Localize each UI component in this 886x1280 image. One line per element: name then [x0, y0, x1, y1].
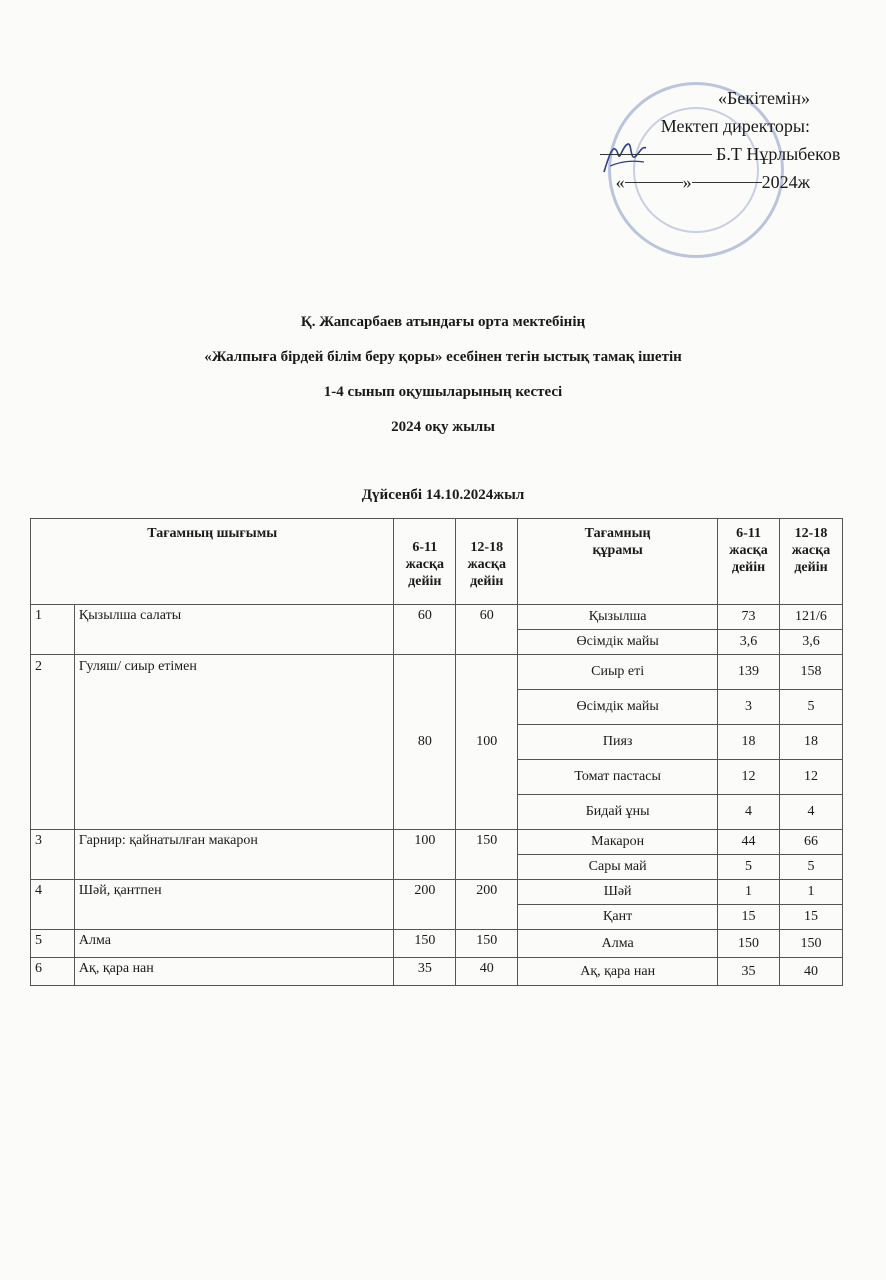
ingredient-6-11: 150: [718, 930, 780, 958]
signature-line: [600, 153, 712, 155]
heading-fund: «Жалпыға бірдей білім беру қоры» есебінен тегін ыстық тамақ ішетін: [204, 349, 682, 365]
ingredient-6-11: 3,6: [718, 630, 780, 655]
dish-yield-6-11: 150: [394, 930, 456, 958]
approval-block: [600, 84, 841, 196]
table-row: [31, 830, 843, 855]
ingredient-name: Қант: [518, 905, 718, 930]
approval-name-line: [600, 140, 841, 168]
dish-number: 6: [31, 958, 75, 986]
header-age1: 6-11 жасқа дейін: [394, 519, 456, 605]
ingredient-name: Сиыр еті: [518, 655, 718, 690]
dish-yield-6-11: 35: [394, 958, 456, 986]
header-age2b: 12-18 жасқа дейін: [779, 519, 842, 605]
ingredient-12-18: 18: [779, 725, 842, 760]
ingredient-12-18: 12: [779, 760, 842, 795]
dish-yield-6-11: 60: [394, 605, 456, 655]
table-row: [31, 930, 843, 958]
table-row: [31, 605, 843, 630]
ingredient-12-18: 1: [779, 880, 842, 905]
header-age1b: 6-11 жасқа дейін: [718, 519, 780, 605]
ingredient-6-11: 44: [718, 830, 780, 855]
ingredient-12-18: 121/6: [779, 605, 842, 630]
dish-yield-12-18: 40: [456, 958, 518, 986]
heading-classes: 1-4 сынып оқушыларының кестесі: [323, 384, 563, 400]
table-row: [31, 655, 843, 690]
dish-yield-12-18: 150: [456, 930, 518, 958]
table-row: [31, 958, 843, 986]
ingredient-12-18: 4: [779, 795, 842, 830]
ingredient-name: Бидай ұны: [518, 795, 718, 830]
dish-name: Қызылша салаты: [74, 605, 393, 655]
ingredient-12-18: 66: [779, 830, 842, 855]
dish-name: Алма: [74, 930, 393, 958]
ingredient-12-18: 5: [779, 690, 842, 725]
ingredient-12-18: 150: [779, 930, 842, 958]
ingredient-name: Пияз: [518, 725, 718, 760]
ingredient-name: Шәй: [518, 880, 718, 905]
ingredient-6-11: 3: [718, 690, 780, 725]
heading-school: Қ. Жапсарбаев атындағы орта мектебінің: [300, 314, 586, 330]
dish-yield-12-18: 200: [456, 880, 518, 930]
ingredient-name: Макарон: [518, 830, 718, 855]
dish-yield-6-11: 100: [394, 830, 456, 880]
ingredient-6-11: 4: [718, 795, 780, 830]
dish-yield-6-11: 80: [394, 655, 456, 830]
ingredient-name: Алма: [518, 930, 718, 958]
ingredient-name: Қызылша: [518, 605, 718, 630]
dish-name: Шәй, қантпен: [74, 880, 393, 930]
ingredient-6-11: 35: [718, 958, 780, 986]
dish-name: Гуляш/ сиыр етімен: [74, 655, 393, 830]
ingredient-6-11: 1: [718, 880, 780, 905]
ingredient-12-18: 5: [779, 855, 842, 880]
heading-day: Дүйсенбі 14.10.2024жыл: [361, 487, 525, 503]
header-age2: 12-18 жасқа дейін: [456, 519, 518, 605]
director-name: Б.Т Нұрлыбеков: [716, 144, 841, 164]
dish-yield-6-11: 200: [394, 880, 456, 930]
dish-number: 4: [31, 880, 75, 930]
approval-position: Мектеп директоры:: [660, 116, 810, 136]
date-year: 2024ж: [761, 172, 810, 192]
dish-number: 2: [31, 655, 75, 830]
dish-number: 3: [31, 830, 75, 880]
menu-table: [30, 518, 843, 986]
ingredient-6-11: 73: [718, 605, 780, 630]
ingredient-6-11: 15: [718, 905, 780, 930]
ingredient-name: Өсімдік майы: [518, 630, 718, 655]
table-row: [31, 880, 843, 905]
dish-yield-12-18: 150: [456, 830, 518, 880]
ingredient-name: Сары май: [518, 855, 718, 880]
ingredient-6-11: 18: [718, 725, 780, 760]
dish-yield-12-18: 100: [456, 655, 518, 830]
ingredient-12-18: 158: [779, 655, 842, 690]
approval-title: «Бекітемін»: [718, 88, 810, 108]
date-month-blank: [692, 181, 762, 183]
dish-number: 5: [31, 930, 75, 958]
ingredient-12-18: 15: [779, 905, 842, 930]
header-composition: Тағамның құрамы: [518, 519, 718, 605]
dish-name: Ақ, қара нан: [74, 958, 393, 986]
ingredient-name: Өсімдік майы: [518, 690, 718, 725]
ingredient-name: Ақ, қара нан: [518, 958, 718, 986]
dish-number: 1: [31, 605, 75, 655]
menu-body: [31, 605, 843, 986]
ingredient-6-11: 5: [718, 855, 780, 880]
ingredient-6-11: 139: [718, 655, 780, 690]
ingredient-6-11: 12: [718, 760, 780, 795]
dish-yield-12-18: 60: [456, 605, 518, 655]
ingredient-12-18: 40: [779, 958, 842, 986]
approval-date: [600, 168, 810, 196]
date-day-blank: [625, 181, 683, 183]
ingredient-name: Томат пастасы: [518, 760, 718, 795]
dish-name: Гарнир: қайнатылған макарон: [74, 830, 393, 880]
header-yield: Тағамның шығымы: [31, 519, 394, 605]
date-quote-open: «: [615, 172, 625, 192]
heading-year: 2024 оқу жылы: [391, 419, 495, 435]
date-quote-close: »: [682, 172, 692, 192]
ingredient-12-18: 3,6: [779, 630, 842, 655]
